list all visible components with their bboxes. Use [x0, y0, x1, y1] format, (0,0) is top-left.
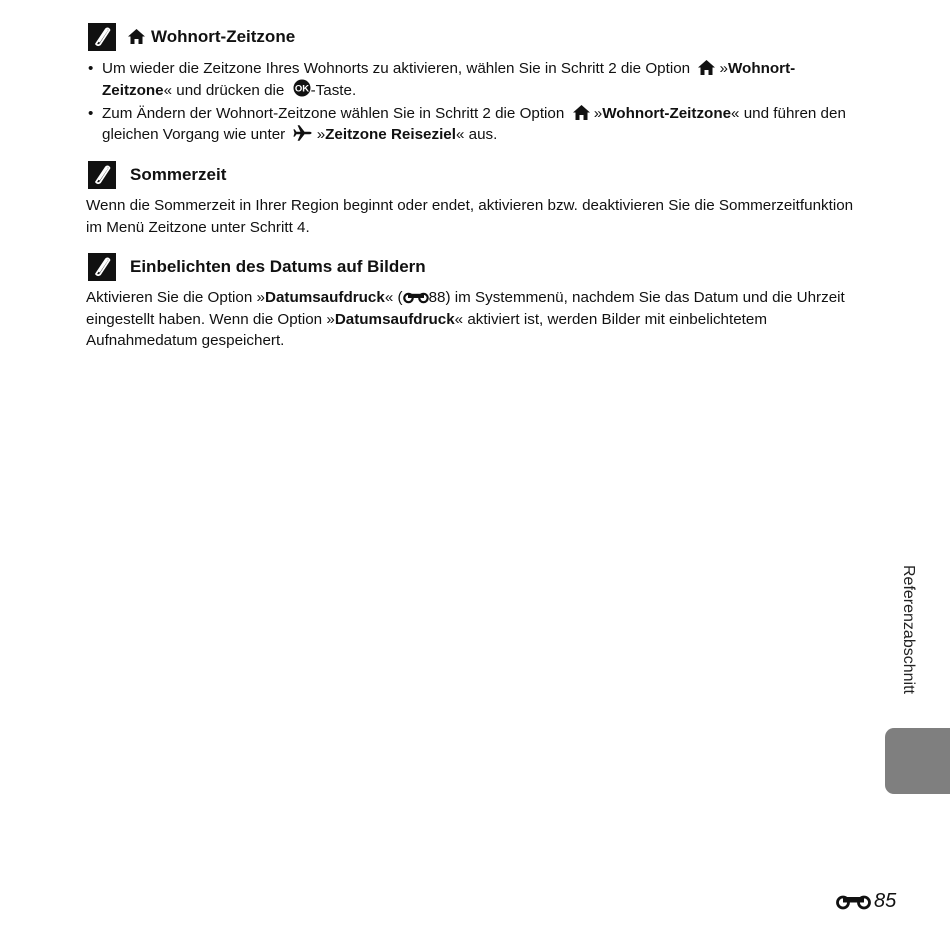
section-title: Sommerzeit: [130, 165, 227, 184]
section-body: Aktivieren Sie die Option »Datumsaufdruck« ( 88) im Systemmenü, nachdem Sie das Datum und die Uhrzeit eingestellt haben. Wenn die Option »Datumsaufdruck« aktiviert ist, werden Bilder mit einbelichtetem Aufnahmedatum gespeichert.: [86, 289, 845, 349]
list-item: • Um wieder die Zeitzone Ihres Wohnorts zu aktivieren, wählen Sie in Schritt 2 die Option »Wohnort-Zeitzone« und drücken die OK -Taste.: [86, 58, 856, 101]
note-pencil-icon: [88, 253, 116, 281]
airplane-icon: [293, 125, 312, 141]
page-number-text: 85: [874, 890, 897, 912]
ok-button-icon: [293, 79, 311, 97]
reference-icon: [403, 292, 429, 304]
reference-icon: [836, 894, 872, 910]
svg-text:OK: OK: [294, 83, 309, 95]
section-heading: [88, 160, 856, 190]
section-title: Wohnort-Zeitzone: [151, 27, 296, 46]
sidebar-section-label: Referenzabschnitt: [900, 565, 917, 694]
section-sommerzeit: [86, 160, 856, 238]
section-title: Einbelichten des Datums auf Bildern: [130, 257, 426, 276]
home-icon: [698, 60, 715, 75]
home-icon: [128, 27, 145, 47]
section-einbelichten: [86, 252, 856, 352]
page-number: [836, 890, 896, 913]
section-heading: [88, 22, 856, 52]
section-heading: [88, 252, 856, 282]
section-wohnort-zeitzone: [86, 22, 856, 147]
bullet-list: [86, 58, 856, 145]
note-pencil-icon: [88, 161, 116, 189]
list-item: • Zum Ändern der Wohnort-Zeitzone wählen Sie in Schritt 2 die Option »Wohnort-Zeitzone« und führen den gleichen Vorgang wie unter »Zeitzone Reiseziel« aus.: [86, 103, 856, 145]
home-icon: [573, 105, 590, 120]
section-body: Wenn die Sommerzeit in Ihrer Region beginnt oder endet, aktivieren bzw. deaktivieren Sie die Sommerzeitfunktion im Menü Zeitzone unter Schritt 4.: [86, 197, 854, 236]
section-tab: [885, 728, 950, 794]
note-pencil-icon: [88, 23, 116, 51]
